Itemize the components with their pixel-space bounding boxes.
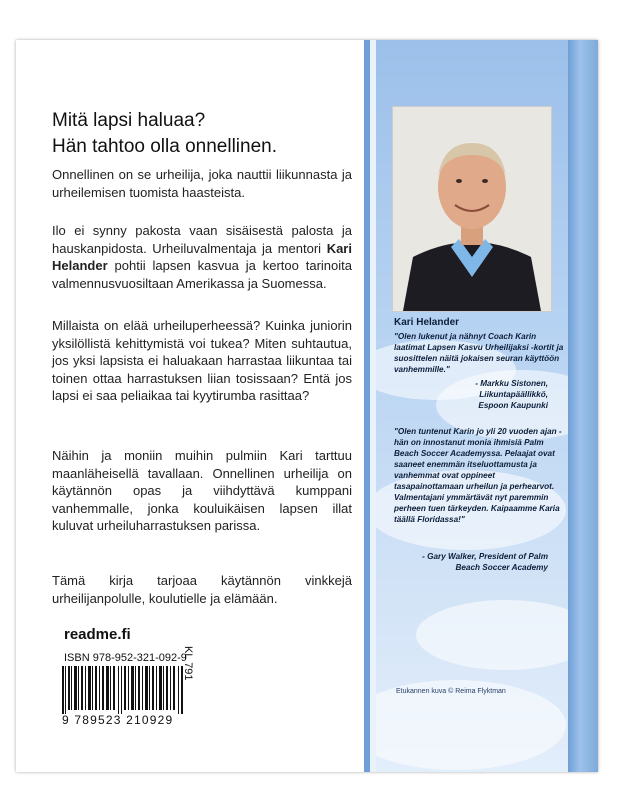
attr-1-line-1: - Markku Sistonen, (475, 379, 548, 388)
author-caption: Kari Helander (394, 317, 460, 328)
author-name-bold: Kari Helander (52, 240, 352, 274)
attr-2-line-1: - Gary Walker, President of Palm (422, 552, 548, 561)
cloud-shape (416, 600, 568, 670)
photo-credit: Etukannen kuva © Reima Flyktman (396, 688, 506, 695)
barcode-number: 9 789523 210929 (62, 713, 174, 727)
quote-2-attribution (394, 551, 548, 573)
paragraph-3: Millaista on elää urheiluperheessä? Kuinka juniorin yksilöllistä kehittymistä voi tukea? Miten suhtautua, jos yksi lapsista ei haluakaan harrastaa liikuntaa tai toinen ottaa harrastuksen liian tosissaan? Entä jos lapsi ei saa peliaikaa tai kyytirumba rasittaa? (52, 318, 352, 404)
publisher-logo: readme.fi (64, 626, 131, 643)
book-spine (568, 40, 598, 772)
paragraph-2 (52, 222, 352, 292)
paragraph-2-text-a: Ilo ei synny pakosta vaan sisäisestä palosta ja hauskanpidosta. Urheiluvalmentaja ja mentori (52, 223, 352, 256)
cover-left-panel (16, 40, 364, 772)
paragraph-2-text-b: pohtii lapsen kasvua ja kertoo tarinoita valmennusvuosiltaan Amerikassa ja Suomessa. (52, 258, 352, 291)
attr-1-line-3: Espoon Kaupunki (478, 401, 548, 410)
title-line-2: Hän tahtoo olla onnellinen. (52, 136, 278, 157)
barcode-icon (62, 666, 184, 714)
author-photo (392, 106, 552, 312)
paragraph-1: Onnellinen on se urheilija, joka nauttii liikunnasta ja urheilemisen tuomista haasteista. (52, 167, 352, 200)
isbn-text: ISBN 978-952-321-092-9 (64, 652, 187, 664)
paragraph-4: Näihin ja moniin muihin pulmiin Kari tarttuu maanläheisellä tavallaan. Onnellinen urheilija on käytännön opas ja viihdyttävä kumppani vanhemmalle, jonka kouluikäisen lapsen illat kuluvat urheiluharrastuksen parissa. (52, 448, 352, 534)
book-back-cover (16, 40, 598, 772)
paragraph-5: Tämä kirja tarjoaa käytännön vinkkejä urheilijanpolulle, koulutielle ja elämään. (52, 573, 352, 606)
quote-2: "Olen tuntenut Karin jo yli 20 vuoden ajan - hän on innostanut monia ihmisiä Palm Beach Soccer Academyssa. Pelaajat ovat saaneet enemmän itseluottamusta ja vanhemmat ovat oppineet tasapainottamaan urheilun ja perhearvot. Valmentajani ymmärtävät nyt paremmin perheen tuen tärkeyden. Kaipaamme Karia täällä Floridassa!" (394, 427, 562, 524)
attr-1-line-2: Liikuntapäällikkö, (479, 390, 548, 399)
library-class-code: KL 791 (182, 646, 194, 681)
cover-title (52, 108, 277, 160)
quote-1: "Olen lukenut ja nähnyt Coach Karin laatimat Lapsen Kasvu Urheilijaksi -kortit ja suosittelen näitä jokaisen seuran käyttöön vanhemmille." (394, 332, 564, 374)
quote-1-attribution (394, 378, 548, 411)
title-line-1: Mitä lapsi haluaa? (52, 110, 206, 131)
attr-2-line-2: Beach Soccer Academy (455, 563, 548, 572)
author-portrait-icon (393, 107, 551, 311)
